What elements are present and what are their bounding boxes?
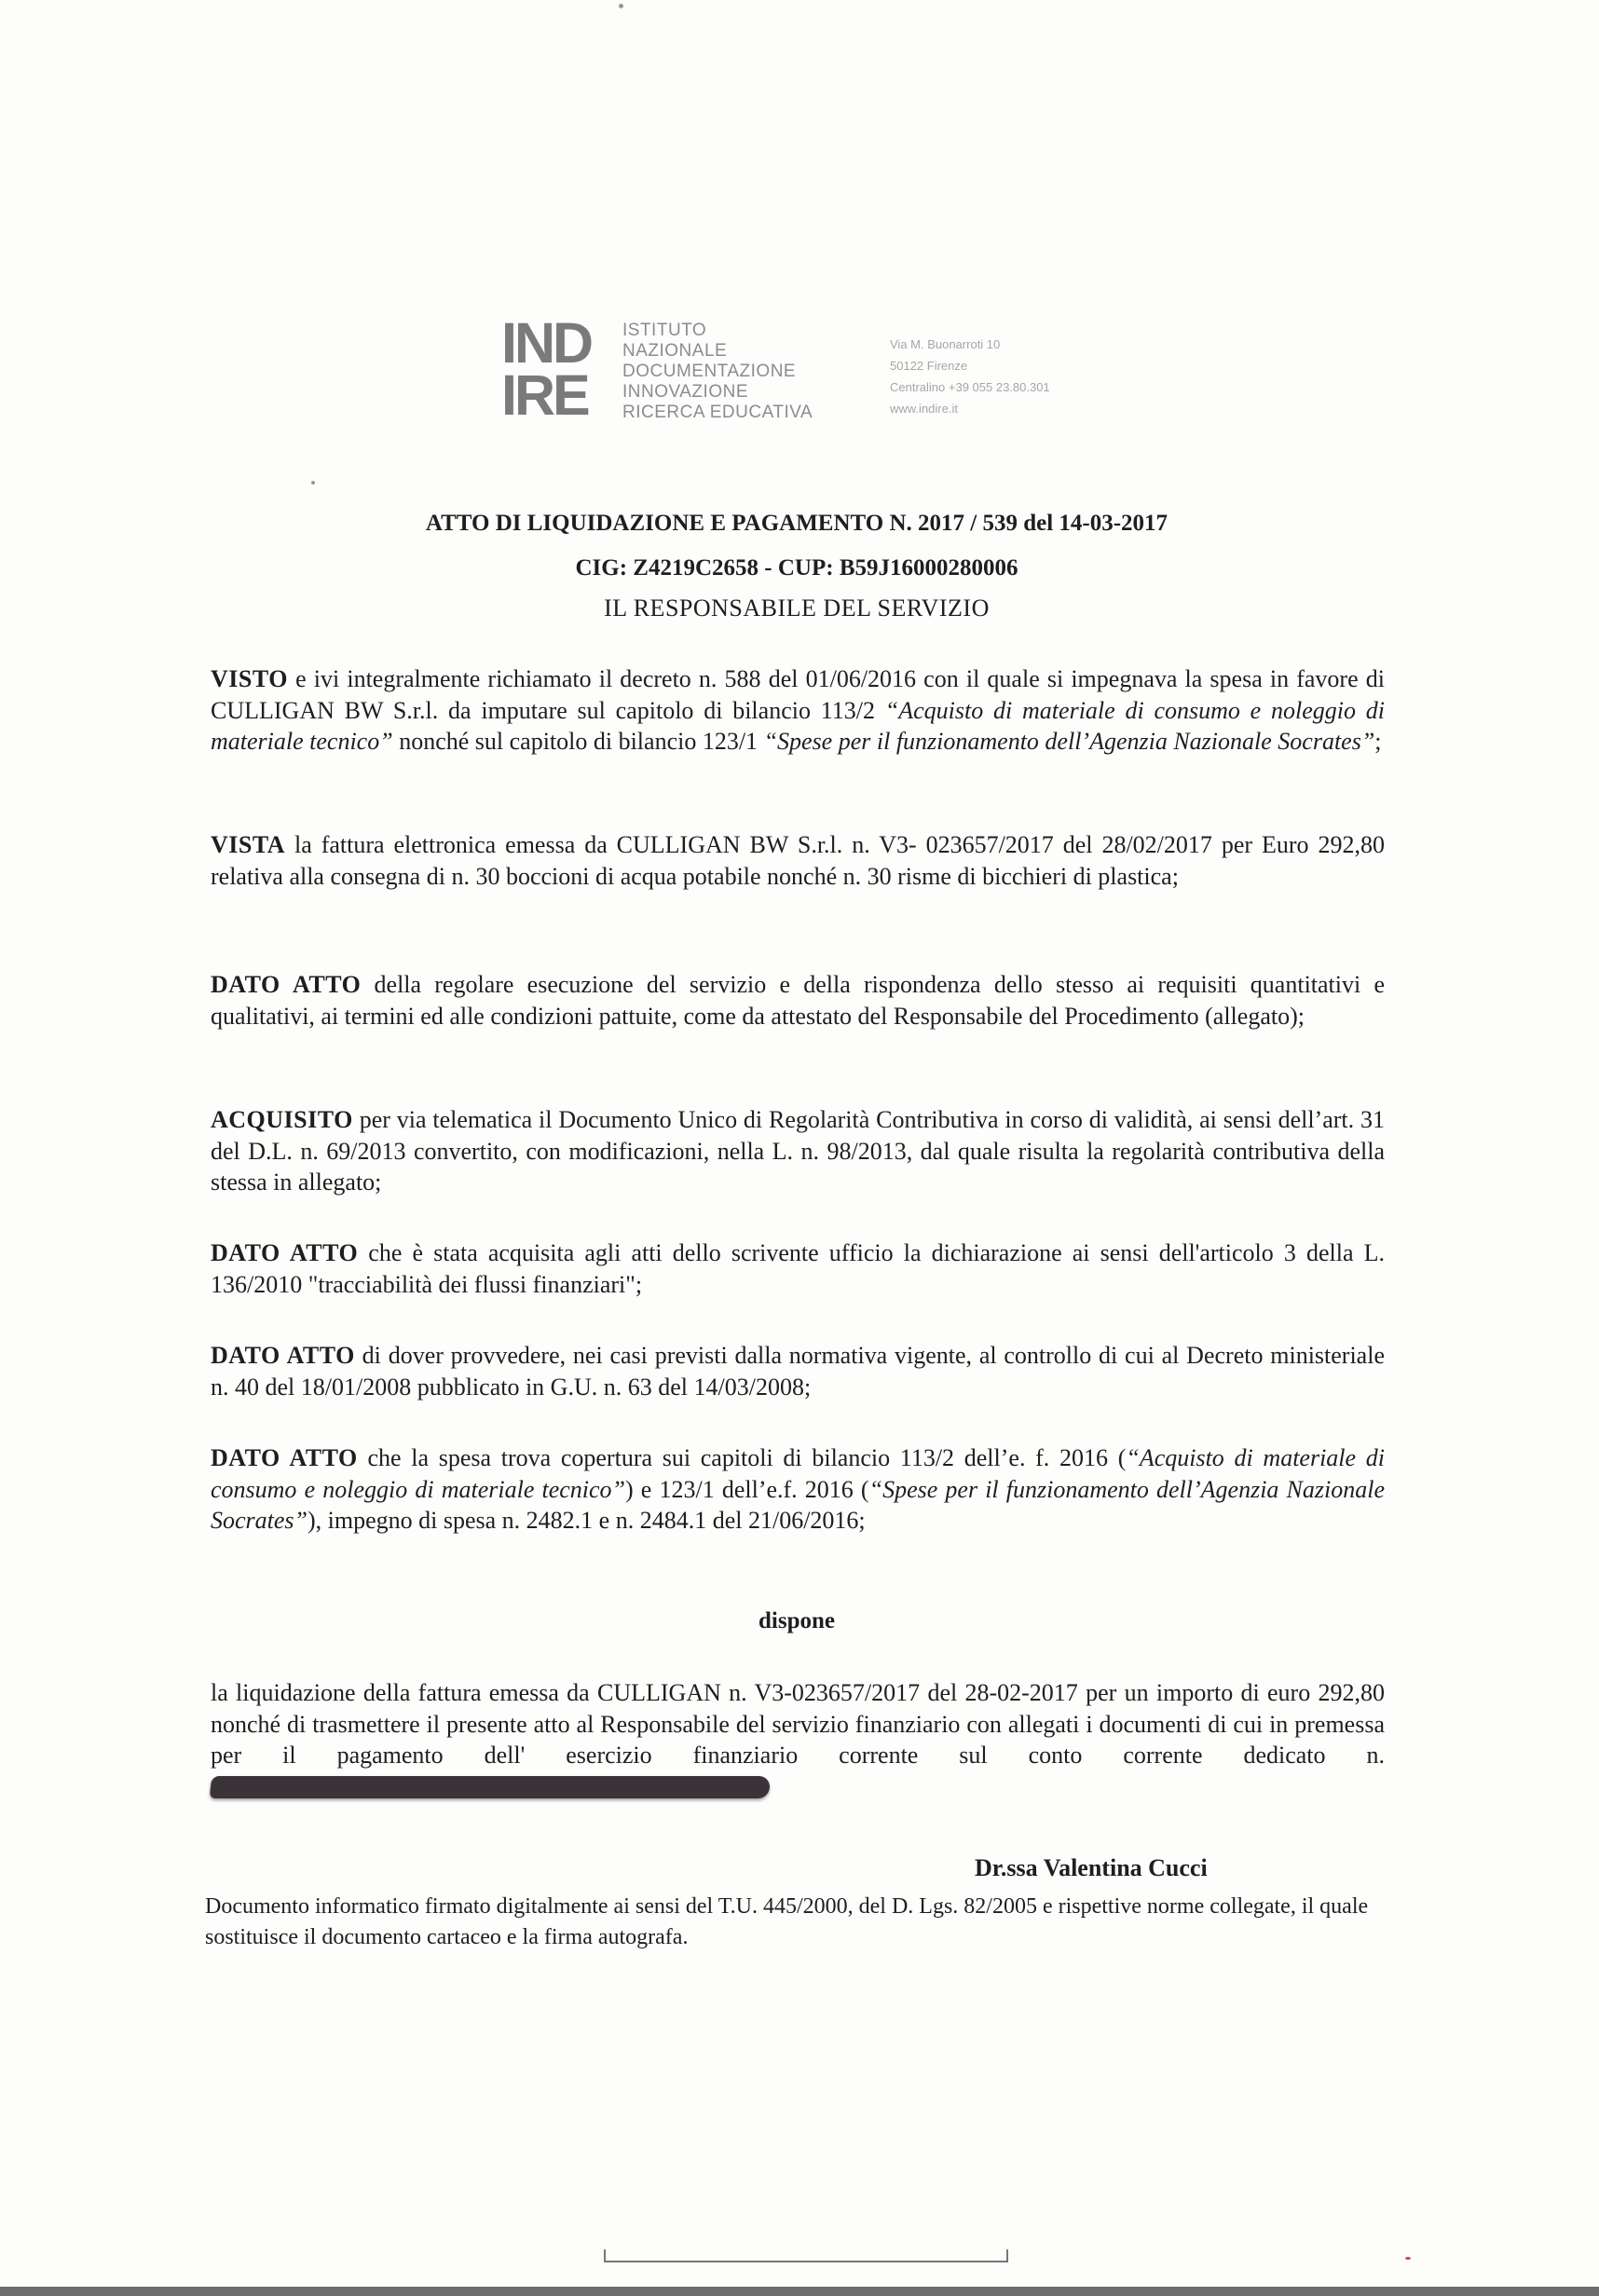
paragraph-text: ; [1374, 728, 1382, 755]
logo-mark [501, 311, 617, 427]
logo-mark-line2: IRE [501, 363, 588, 427]
document-title: ATTO DI LIQUIDAZIONE E PAGAMENTO N. 2017 / 539 del 14-03-2017 [425, 511, 1168, 536]
paragraph-dato-atto-1 [211, 969, 1385, 1032]
paragraph-lead: DATO ATTO [211, 1342, 355, 1369]
address-line: www.indire.it [890, 402, 958, 416]
paragraph-citation: “Acquisto di materiale di consumo e noleggio di materiale tecnico” [211, 1444, 1385, 1503]
letterhead-address [890, 334, 1050, 419]
paragraph-dato-atto-3 [211, 1340, 1385, 1402]
paragraph-lead: DATO ATTO [211, 1239, 359, 1266]
address-line: Centralino +39 055 23.80.301 [890, 380, 1050, 394]
paragraph-lead: VISTA [211, 831, 286, 858]
paragraph-text: per via telematica il Documento Unico di Regolarità Contributiva in corso di validità, ai sensi dell’art. 31 del D.L. n. 69/2013 convertito, con modificazioni, nella L. n. 98/2013, dal quale risulta la regolarità contributiva della stessa in allegato; [211, 1106, 1385, 1196]
institute-name-line: RICERCA EDUCATIVA [622, 403, 813, 422]
bottom-bracket [604, 2249, 1008, 2262]
paragraph-citation: “Spese per il funzionamento dell’Agenzia Nazionale Socrates” [763, 728, 1375, 755]
paragraph-text: della regolare esecuzione del servizio e della rispondenza dello stesso ai requisiti quantitativi e qualitativi, ai termini ed alle condizioni pattuite, come da attestato del Responsabile del Procedimento (allegato); [211, 971, 1385, 1030]
paragraph-text: ) e 123/1 dell’e.f. 2016 ( [625, 1475, 869, 1503]
paragraph-text: ), impegno di spesa n. 2482.1 e n. 2484.1 del 21/06/2016; [308, 1507, 866, 1534]
paragraph-vista [211, 829, 1385, 892]
paragraph-text: e ivi integralmente richiamato il decreto n. 588 del 01/06/2016 con il quale si impegnava la spesa in favore di CULLIGAN BW S.r.l. da imputare sul capitolo di bilancio 113/2 [211, 665, 1385, 724]
paragraph-lead: VISTO [211, 665, 288, 692]
signatory-name: Dr.ssa Valentina Cucci [975, 1854, 1208, 1881]
address-line: 50122 Firenze [890, 359, 968, 373]
paragraph-acquisito [211, 1104, 1385, 1198]
paragraph-text: di dover provvedere, nei casi previsti dalla normativa vigente, al controllo di cui al Decreto ministeriale n. 40 del 18/01/2008 pubblicato in G.U. n. 63 del 14/03/2008; [211, 1342, 1385, 1401]
scan-speck [619, 4, 623, 8]
scan-edge [0, 2287, 1599, 2296]
address-line: Via M. Buonarroti 10 [890, 337, 1001, 351]
paragraph-text: la liquidazione della fattura emessa da CULLIGAN n. V3-023657/2017 del 28-02-2017 per un importo di euro 292,80 nonché di trasmettere il presente atto al Responsabile del servizio finanziario con allegati i documenti di cui in premessa per il pagamento dell' esercizio finanziario corrente sul conto corrente dedicato n. [211, 1679, 1385, 1769]
paragraph-text: la fattura elettronica emessa da CULLIGAN BW S.r.l. n. V3- 023657/2017 del 28/02/2017 per Euro 292,80 relativa alla consegna di n. 30 boccioni di acqua potabile nonché n. 30 risme di bicchieri di plastica; [211, 831, 1385, 890]
paragraph-lead: DATO ATTO [211, 1444, 358, 1471]
institute-name [622, 321, 813, 423]
paragraph-text: che è stata acquisita agli atti dello scrivente ufficio la dichiarazione ai sensi dell'articolo 3 della L. 136/2010 "tracciabilità dei flussi finanziari"; [211, 1239, 1385, 1298]
paragraph-lead: ACQUISITO [211, 1106, 353, 1133]
institute-name-line: INNOVAZIONE [622, 382, 748, 402]
dispone-heading: dispone [758, 1608, 835, 1633]
paragraph-text: che la spesa trova copertura sui capitoli di bilancio 113/2 dell’e. f. 2016 ( [357, 1444, 1127, 1471]
paragraph-dispone [211, 1677, 1385, 1802]
paragraph-dato-atto-2 [211, 1237, 1385, 1300]
institute-name-line: ISTITUTO [622, 321, 707, 340]
logo-mark-line1: IND [501, 311, 592, 375]
scan-speck [1405, 2257, 1411, 2260]
paragraph-text: nonché sul capitolo di bilancio 123/1 [392, 728, 764, 755]
institute-name-line: DOCUMENTAZIONE [622, 362, 797, 381]
redaction-mark [210, 1776, 772, 1798]
paragraph-citation: “Spese per il funzionamento dell’Agenzia Nazionale Socrates” [211, 1475, 1385, 1534]
paragraph-dato-atto-4 [211, 1442, 1385, 1537]
indire-logo [501, 311, 837, 429]
cig-cup-codes: CIG: Z4219C2658 - CUP: B59J16000280006 [575, 555, 1018, 581]
institute-name-line: NAZIONALE [622, 341, 728, 361]
responsible-heading: IL RESPONSABILE DEL SERVIZIO [604, 594, 990, 622]
paragraph-visto [211, 663, 1385, 758]
paragraph-citation: “Acquisto di materiale di consumo e noleggio di materiale tecnico” [211, 696, 1385, 755]
digital-signature-note: Documento informatico firmato digitalmente ai sensi del T.U. 445/2000, del D. Lgs. 82/2005 e rispettive norme collegate, il quale sostituisce il documento cartaceo e la firma autografa. [205, 1894, 1369, 1949]
scan-speck [311, 481, 315, 485]
paragraph-lead: DATO ATTO [211, 971, 362, 998]
